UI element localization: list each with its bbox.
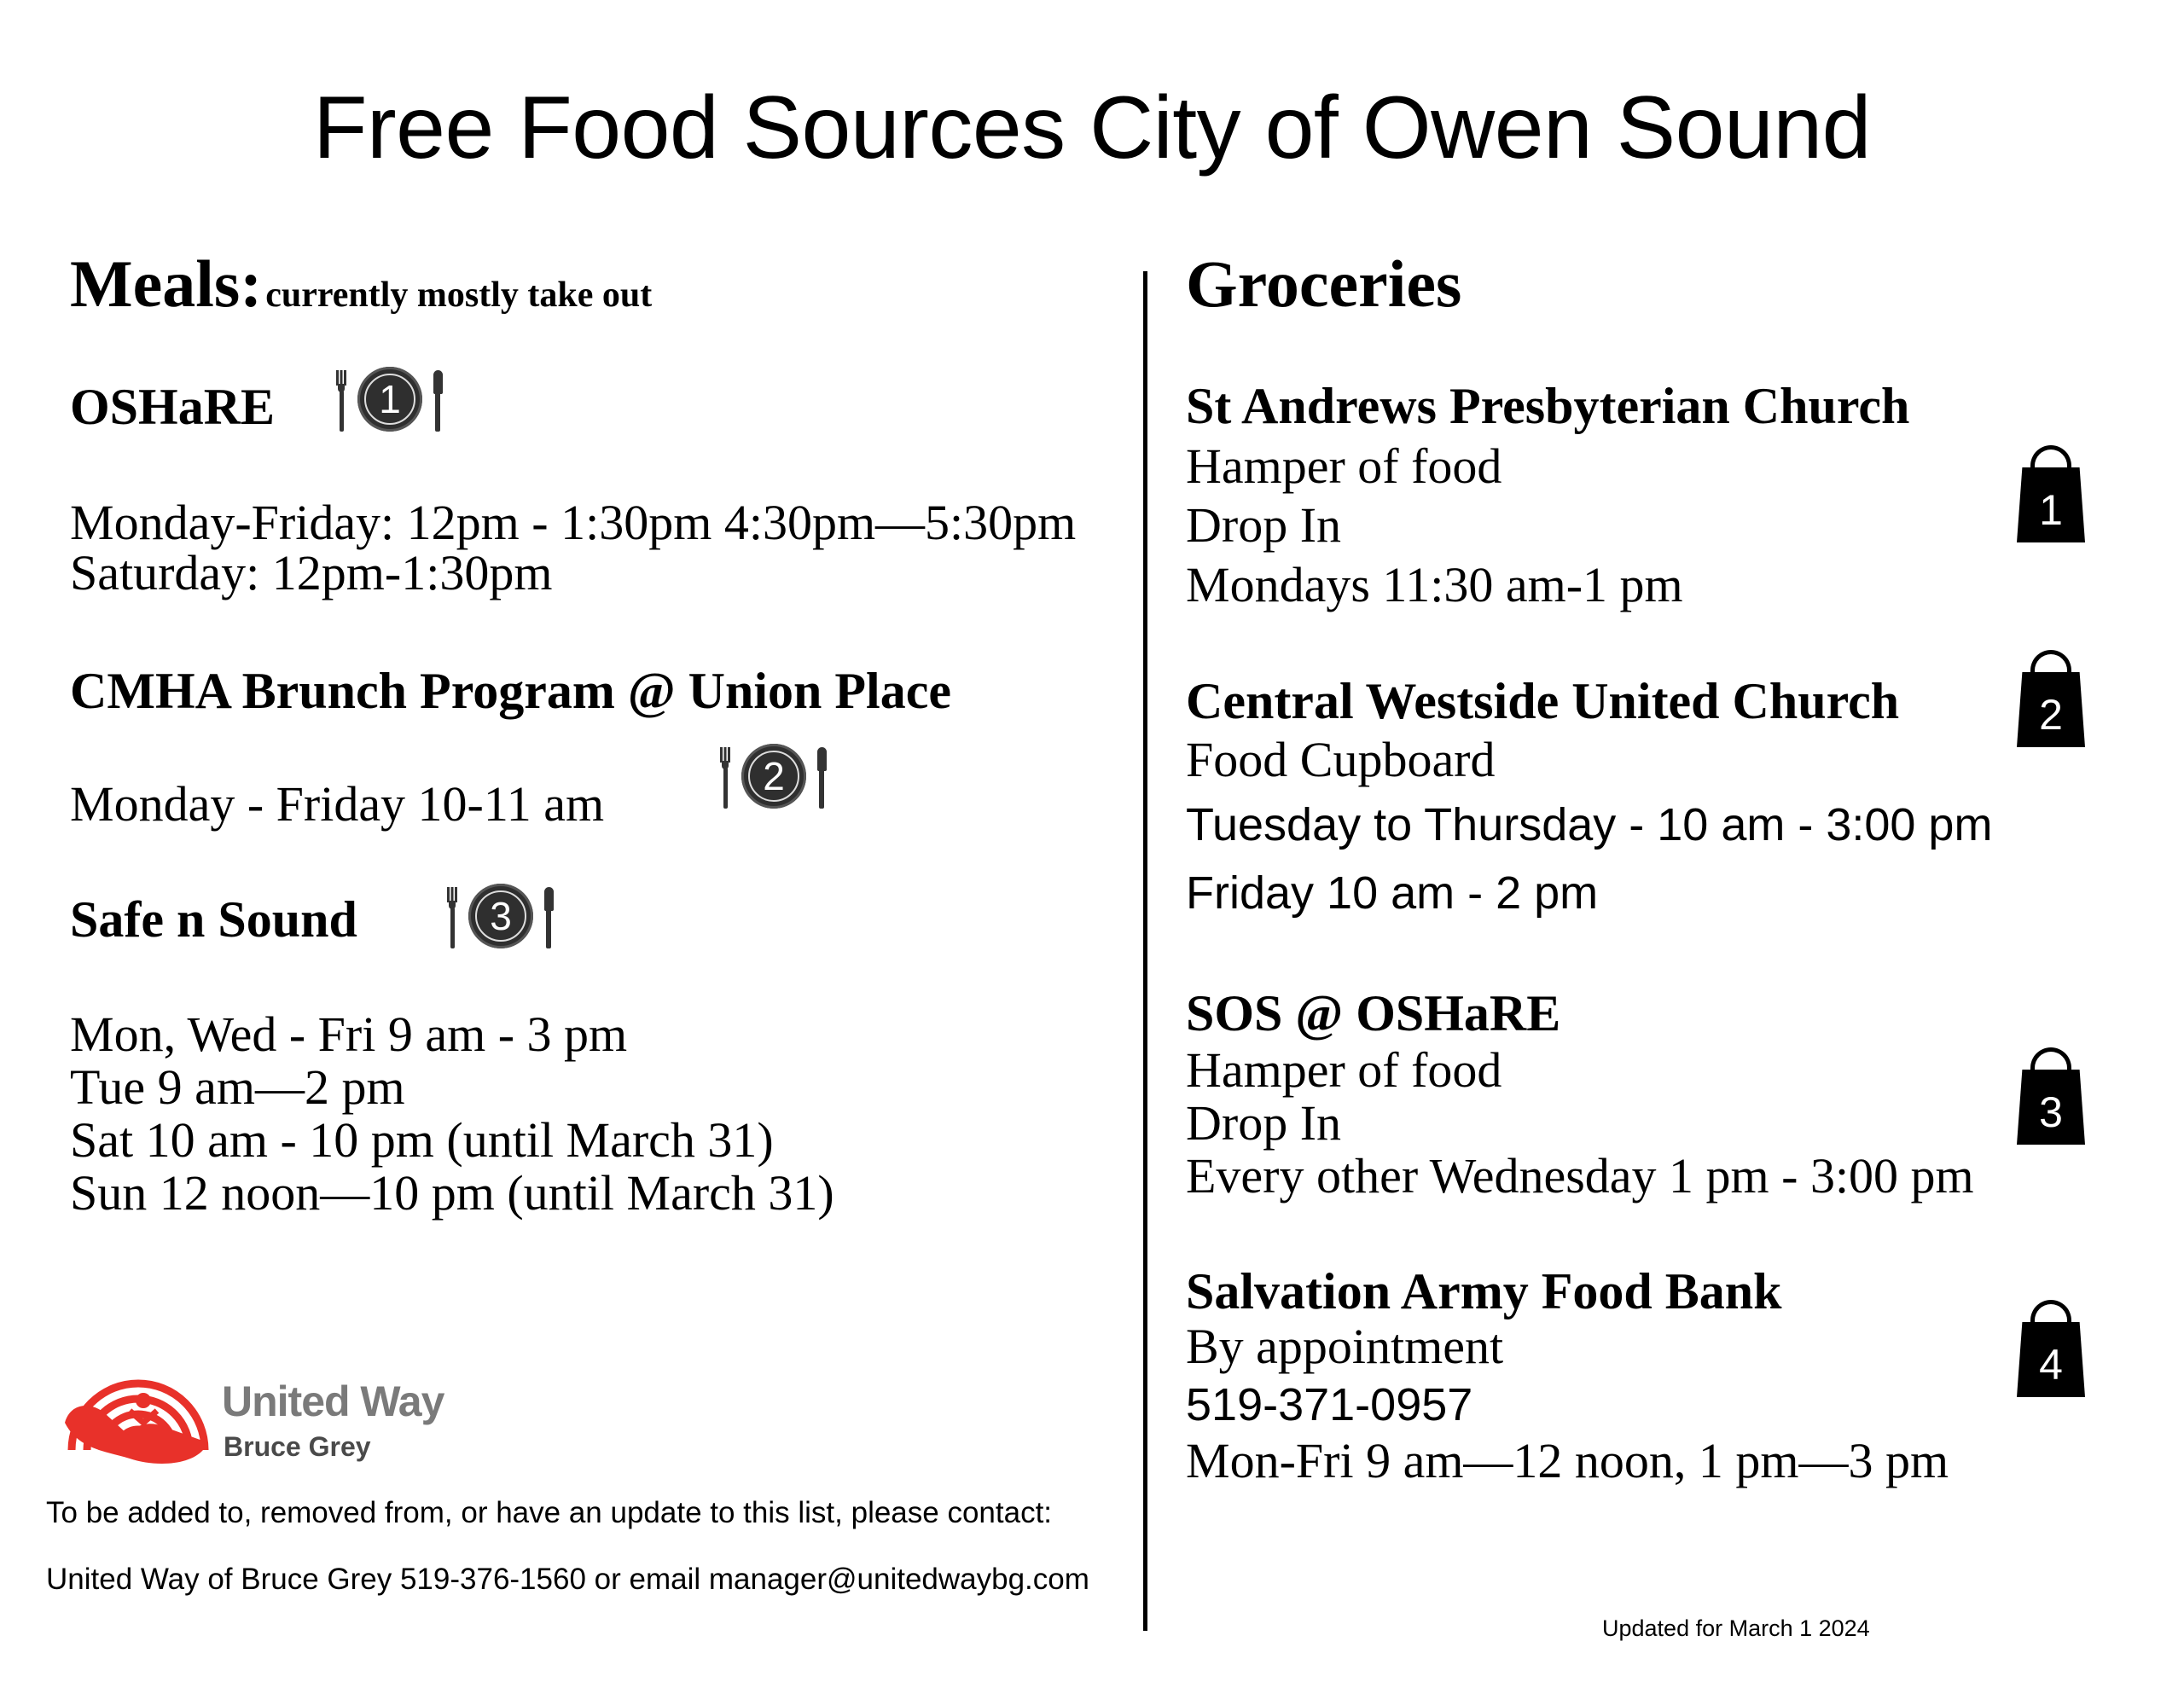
knife-icon: [542, 887, 555, 948]
knife-icon: [815, 747, 828, 809]
contact-details: United Way of Bruce Grey 519-376-1560 or email manager@unitedwaybg.com: [46, 1563, 1089, 1596]
meals-heading: Meals:: [70, 246, 263, 321]
plate-number: 1: [379, 377, 401, 421]
meal-program-name: OSHaRE: [70, 379, 276, 435]
meal-hours-line: Sat 10 am - 10 pm (until March 31): [70, 1112, 774, 1168]
shopping-bag-icon: [2017, 1047, 2085, 1145]
plate-number: 2: [763, 754, 785, 798]
bag-number: 3: [2039, 1088, 2063, 1136]
grocery-detail-line: Food Cupboard: [1186, 732, 1496, 787]
updated-date: Updated for March 1 2024: [1602, 1615, 1870, 1641]
plate-icon: [335, 365, 450, 433]
grocery-detail-line: By appointment: [1186, 1319, 1504, 1374]
meal-hours-line: Sun 12 noon—10 pm (until March 31): [70, 1165, 834, 1221]
united-way-region: Bruce Grey: [224, 1431, 371, 1462]
fork-icon: [719, 747, 731, 809]
united-way-hand-icon: [61, 1322, 215, 1467]
plate-icon: [446, 882, 561, 950]
knife-icon: [431, 370, 444, 432]
meal-program-name: CMHA Brunch Program @ Union Place: [70, 663, 951, 719]
meal-hours-line: Monday-Friday: 12pm - 1:30pm 4:30pm—5:30pm: [70, 495, 1077, 550]
fork-icon: [446, 887, 458, 948]
plate-number: 3: [490, 894, 512, 938]
bag-number: 1: [2039, 486, 2063, 534]
column-divider: [1143, 271, 1147, 1631]
bag-number: 4: [2039, 1341, 2063, 1389]
grocery-detail-line: Hamper of food: [1186, 438, 1502, 494]
meal-hours-line: Monday - Friday 10-11 am: [70, 776, 605, 832]
grocery-detail-line: Drop In: [1186, 1095, 1342, 1151]
contact-intro: To be added to, removed from, or have an update to this list, please contact:: [46, 1496, 1053, 1529]
grocery-detail-line: 519-371-0957: [1186, 1379, 1473, 1430]
grocery-detail-line: Mondays 11:30 am-1 pm: [1186, 557, 1683, 612]
grocery-detail-line: Drop In: [1186, 497, 1342, 553]
meal-hours-line: Tue 9 am—2 pm: [70, 1059, 405, 1115]
plate-icon: [719, 742, 834, 810]
shopping-bag-icon: [2017, 650, 2085, 747]
united-way-name: United Way: [222, 1378, 444, 1425]
grocery-place-name: St Andrews Presbyterian Church: [1186, 378, 1910, 434]
meal-hours-line: Mon, Wed - Fri 9 am - 3 pm: [70, 1006, 628, 1062]
fork-icon: [335, 370, 347, 432]
meals-subheading: currently mostly take out: [265, 276, 653, 315]
shopping-bag-icon: [2017, 1300, 2085, 1397]
grocery-detail-line: Hamper of food: [1186, 1042, 1502, 1098]
meal-program-name: Safe n Sound: [70, 891, 357, 948]
meals-heading-row: [70, 246, 653, 321]
page-title: Free Food Sources City of Owen Sound: [312, 78, 1872, 177]
bag-number: 2: [2039, 691, 2063, 739]
groceries-heading: Groceries: [1186, 246, 1462, 321]
grocery-detail-line: Mon-Fri 9 am—12 noon, 1 pm—3 pm: [1186, 1433, 1949, 1488]
grocery-place-name: Salvation Army Food Bank: [1186, 1263, 1782, 1320]
grocery-detail-line: Friday 10 am - 2 pm: [1186, 867, 1599, 919]
grocery-place-name: Central Westside United Church: [1186, 673, 1900, 729]
grocery-detail-line: Every other Wednesday 1 pm - 3:00 pm: [1186, 1148, 1974, 1204]
grocery-detail-line: Tuesday to Thursday - 10 am - 3:00 pm: [1186, 799, 1993, 850]
meal-hours-line: Saturday: 12pm-1:30pm: [70, 545, 553, 600]
shopping-bag-icon: [2017, 445, 2085, 542]
grocery-place-name: SOS @ OSHaRE: [1186, 985, 1561, 1041]
